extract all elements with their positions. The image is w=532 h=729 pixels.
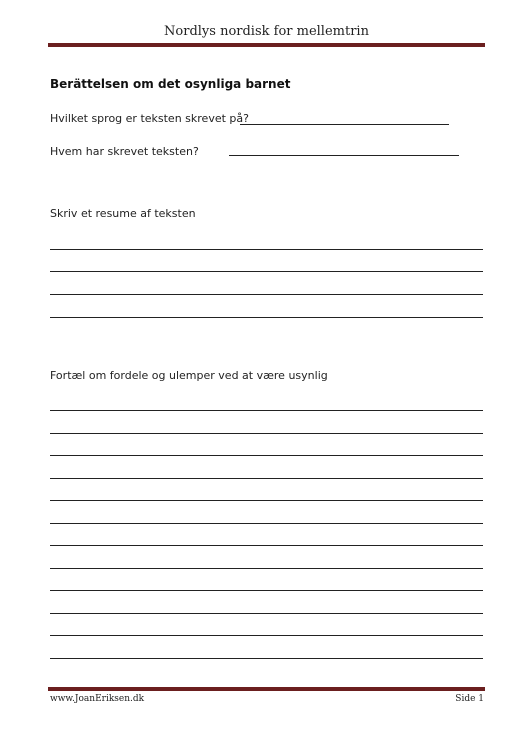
pros-cons-write-line[interactable] <box>50 455 483 456</box>
page-header: Nordlys nordisk for mellemtrin <box>164 24 369 39</box>
pros-cons-write-line[interactable] <box>50 545 483 546</box>
pros-cons-write-line[interactable] <box>50 500 483 501</box>
question-author: Hvem har skrevet teksten? <box>50 145 199 158</box>
summary-write-line[interactable] <box>50 294 483 295</box>
footer-rule <box>48 687 485 691</box>
answer-line-language[interactable] <box>240 124 449 125</box>
pros-cons-write-line[interactable] <box>50 410 483 411</box>
pros-cons-write-line[interactable] <box>50 478 483 479</box>
pros-cons-write-line[interactable] <box>50 433 483 434</box>
question-language: Hvilket sprog er teksten skrevet på? <box>50 112 249 125</box>
worksheet-title: Berättelsen om det osynliga barnet <box>50 77 291 91</box>
header-rule <box>48 43 485 47</box>
summary-write-line[interactable] <box>50 249 483 250</box>
pros-cons-write-line[interactable] <box>50 658 483 659</box>
answer-line-author[interactable] <box>229 155 459 156</box>
pros-cons-write-line[interactable] <box>50 590 483 591</box>
pros-cons-write-line[interactable] <box>50 635 483 636</box>
prompt-summary: Skriv et resume af teksten <box>50 207 196 220</box>
pros-cons-write-line[interactable] <box>50 613 483 614</box>
pros-cons-write-line[interactable] <box>50 523 483 524</box>
summary-write-line[interactable] <box>50 271 483 272</box>
footer-page-number: Side 1 <box>455 694 484 704</box>
pros-cons-write-line[interactable] <box>50 568 483 569</box>
footer-website[interactable]: www.JoanEriksen.dk <box>50 694 145 704</box>
summary-write-line[interactable] <box>50 317 483 318</box>
prompt-pros-cons: Fortæl om fordele og ulemper ved at være usynlig <box>50 369 328 382</box>
